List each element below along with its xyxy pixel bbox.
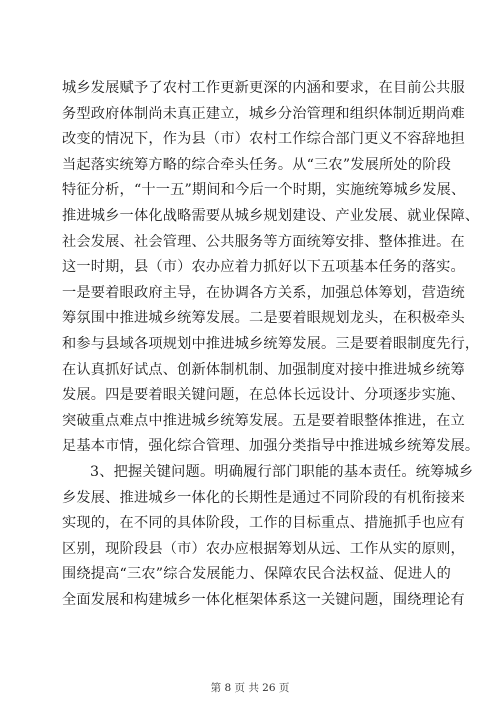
text-line: 突破重点难点中推进城乡统筹发展。五是要着眼整体推进，在立 [62,412,465,429]
text-line: 特征分析，“十一五”期间和今后一个时期，实施统筹城乡发展、 [62,182,466,199]
text-line: 3、把握关键问题。明确履行部门职能的基本责任。统筹城乡 [90,463,474,480]
text-line: 区别，现阶段县（市）农办应根据筹划从远、工作从实的原则， [62,540,465,557]
text-line: 务型政府体制尚未真正建立，城乡分治管理和组织体制近期尚难 [62,105,465,122]
text-line: 推进城乡一体化战略需要从城乡规划建设、产业发展、就业保障、 [62,207,480,224]
text-line: 乡发展、推进城乡一体化的长期性是通过不同阶段的有机衔接来 [62,489,465,506]
text-line: 这一时期，县（市）农办应着力抓好以下五项基本任务的落实。 [62,259,465,276]
text-line: 改变的情况下，作为县（市）农村工作综合部门更义不容辞地担 [62,131,465,148]
text-line: 筹氛围中推进城乡统筹发展。二是要着眼规划龙头，在积极牵头 [62,310,465,327]
page-footer [0,680,500,695]
text-line: 城乡发展赋予了农村工作更新更深的内涵和要求，在目前公共服 [62,80,465,96]
text-line: 实现的，在不同的具体阶段，工作的目标重点、措施抓手也应有 [62,515,465,532]
text-line: 足基本市情，强化综合管理、加强分类指导中推进城乡统筹发展。 [62,438,480,455]
text-line: 在认真抓好试点、创新体制机制、加强制度对接中推进城乡统筹 [62,361,465,378]
body-text [62,76,480,613]
text-line: 全面发展和构建城乡一体化框架体系这一关键问题，围绕理论有 [62,591,465,608]
text-line: 当起落实统筹方略的综合牵头任务。从“三农”发展所处的阶段 [62,156,451,173]
text-line: 一是要着眼政府主导，在协调各方关系，加强总体筹划，营造统 [62,284,465,301]
text-line: 社会发展、社会管理、公共服务等方面统筹安排、整体推进。在 [62,233,465,250]
page-number: 第 8 页 共 26 页 [210,682,290,694]
text-line: 发展。四是要着眼关键问题，在总体长远设计、分项逐步实施、 [62,387,465,404]
text-line: 围绕提高“三农”综合发展能力、保障农民合法权益、促进人的 [62,566,451,583]
text-line: 和参与县域各项规划中推进城乡统筹发展。三是要着眼制度先行， [62,335,480,352]
